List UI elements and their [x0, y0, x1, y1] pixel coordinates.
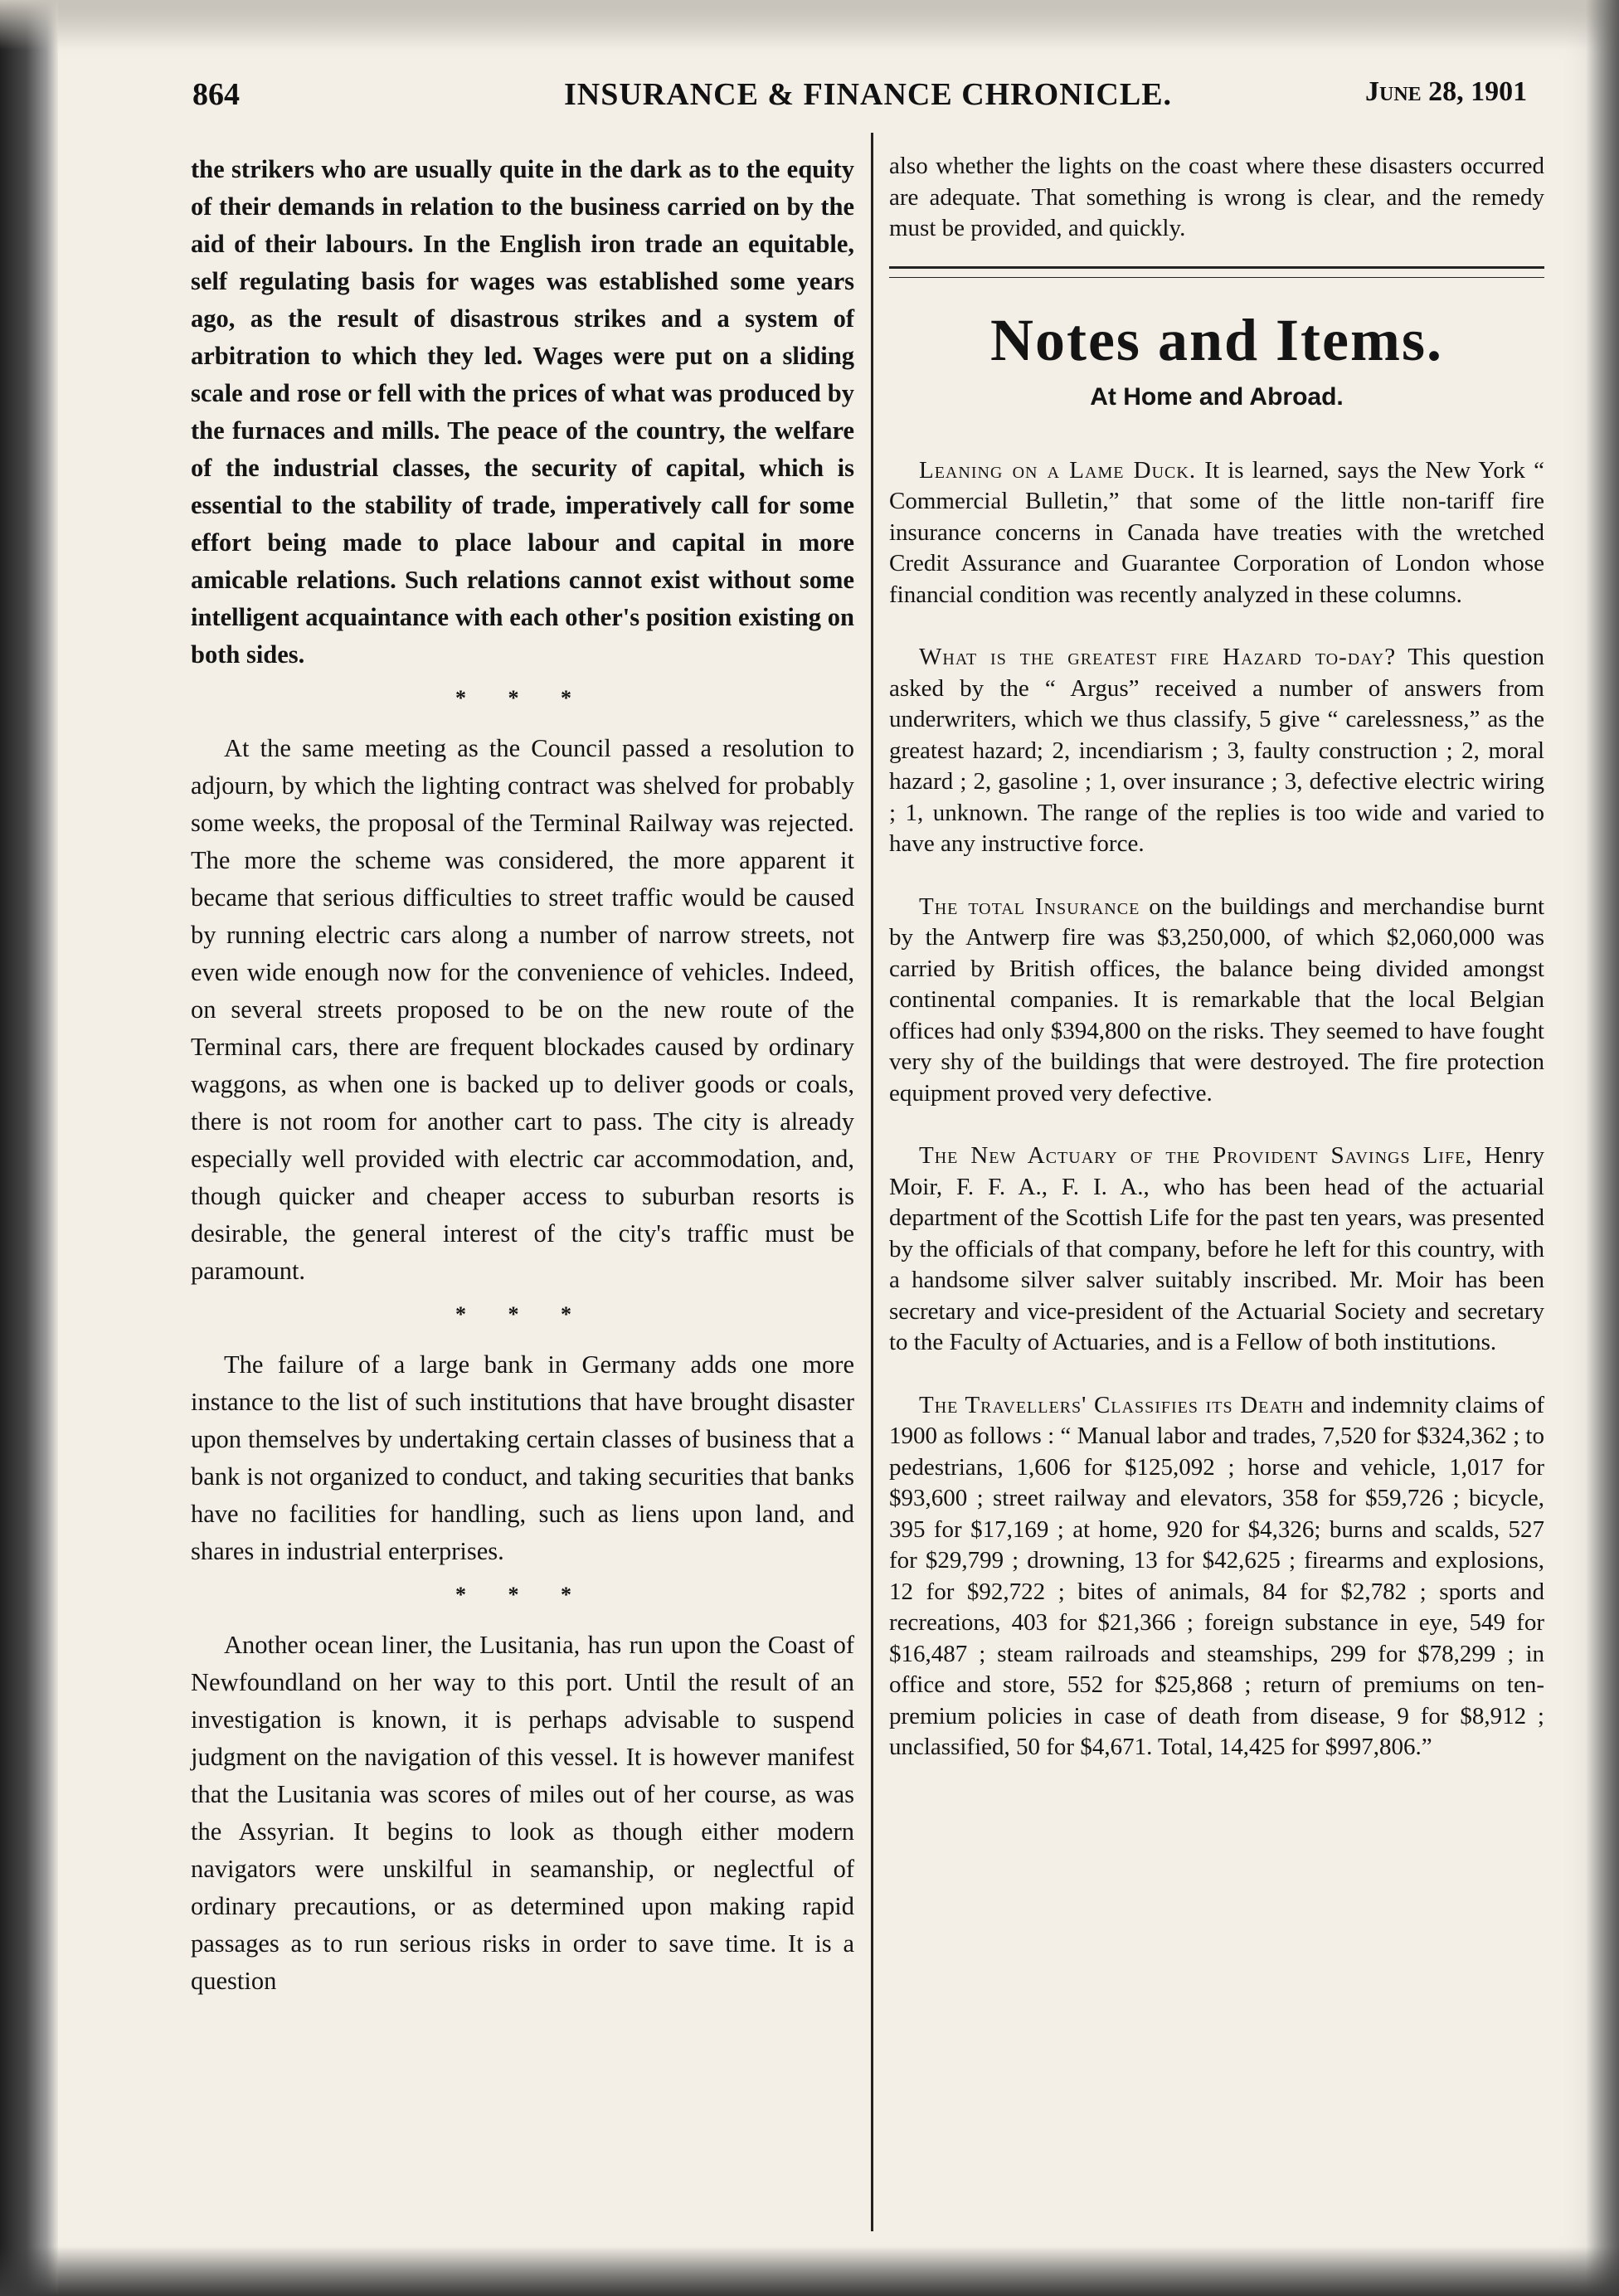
item-lead: The total Insurance [919, 893, 1140, 920]
news-item [889, 1141, 1544, 1359]
double-rule-divider [889, 266, 1544, 278]
bottom-edge-shadow [0, 2246, 1619, 2296]
section-separator: * * * [455, 1583, 590, 1607]
issue-date: June 28, 1901 [1365, 76, 1528, 107]
item-text: on the buildings and merchandise burnt by the Antwerp fire was $3,250,000, of which $2,060,000 was carried by British offices, the balance being divided amongst continental companies. It is remarkable that the local Belgian offices had only $394,800 on the risks. They seemed to have fought very shy of the buildings that were destroyed. The fire protection equipment proved very defective. [889, 893, 1544, 1107]
news-item [889, 892, 1544, 1110]
item-lead: What is the greatest fire Hazard to-day? [919, 644, 1397, 670]
page-binding-shadow [0, 0, 58, 2296]
section-subheading: At Home and Abroad. [1090, 382, 1344, 411]
item-text: This question asked by the “ Argus” received a number of answers from underwriters, which we thus classify, 5 give “ carelessness,” as the greatest hazard; 2, incendiarism ; 3, faulty construction ; 2, moral hazard ; 2, gasoline ; 1, over insurance ; 3, defective electric wiring ; 1, unknown. The range of the replies is too wide and varied to have any instructive force. [889, 644, 1544, 857]
item-lead: Leaning on a Lame Duck. [919, 456, 1197, 484]
item-text: It is learned, says the New York “ Commercial Bulletin,” that some of the little non-tariff fire insurance concerns in Canada have treaties with the wretched Credit Assurance and Guarantee Corporation of London whose financial condition was recently analyzed in these columns. [889, 456, 1544, 608]
news-item [889, 642, 1544, 860]
running-title: INSURANCE & FINANCE CHRONICLE. [564, 77, 1173, 112]
editorial-paragraph-terminal-railway: At the same meeting as the Council passed a resolution to adjourn, by which the lighting contract was shelved for probably some weeks, the proposal of the Terminal Railway was rejected. The more the scheme was considered, the more apparent it became that serious difficulties to street traffic would be caused by running electric cars along a number of narrow streets, not even wide enough now for the convenience of vehicles. Indeed, on several streets proposed to be on the new route of the Terminal cars, there are frequent blockades caused by ordinary waggons, as when one is backed up to deliver goods or coals, there is not room for another cart to pass. The city is already especially well provided with electric car accommodation, and, though quicker and cheaper access to suburban resorts is desirable, the general interest of the city's traffic must be paramount. [191, 734, 854, 1285]
section-heading: Notes and Items. [990, 306, 1443, 373]
page-number: 864 [192, 77, 240, 112]
section-separator: * * * [455, 686, 590, 710]
news-item [889, 1390, 1544, 1763]
editorial-continuation: also whether the lights on the coast where these disasters occurred are adequate. That something is wrong is clear, and the remedy must be provided, and quickly. [889, 153, 1544, 241]
item-text: Henry Moir, F. F. A., F. I. A., who has been head of the actuarial department of the Scottish Life for the past ten years, was presented by the officials of that company, before he left for this country, with a handsome silver salver suitably inscribed. Mr. Moir has been secretary and vice-president of the Actuarial Society and secretary to the Faculty of Actuaries, and is a Fellow of both institutions. [889, 1142, 1544, 1355]
section-separator: * * * [455, 1302, 590, 1326]
editorial-paragraph-lusitania: Another ocean liner, the Lusitania, has run upon the Coast of Newfoundland on her way to this port. Until the result of an investigation is known, it is perhaps advisable to suspend judgment on the navigation of this vessel. It is however manifest that the Lusitania was scores of miles out of her course, as was the Assyrian. It begins to look as though either modern navigators were unskilful in seamanship, or neglectful of ordinary precautions, or as determined upon making rapid passages as to run serious risks in order to save time. It is a question [191, 1631, 854, 1995]
editorial-paragraph-strikers: the strikers who are usually quite in the dark as to the equity of their demands in relation to the business carried on by the aid of their labours. In the English iron trade an equitable, self regulating basis for wages was established some years ago, as the result of disastrous strikes and a system of arbitration to which they led. Wages were put on a sliding scale and rose or fell with the prices of what was produced by the furnaces and mills. The peace of the country, the welfare of the industrial classes, the security of capital, which is essential to the stability of trade, imperatively call for some effort being made to place labour and capital in more amicable relations. Such relations cannot exist without some intelligent acquaintance with each other's position existing on both sides. [191, 155, 854, 669]
item-lead: The New Actuary of the Provident Savings Life, [919, 1142, 1473, 1169]
editorial-paragraph-german-bank: The failure of a large bank in Germany adds one more instance to the list of such institutions that have brought disaster upon themselves by undertaking certain classes of business that a bank is not organized to conduct, and taking securities that banks have no facilities for handling, such as liens upon land, and shares in industrial enterprises. [191, 1350, 854, 1565]
left-column [191, 151, 854, 2000]
news-item [889, 455, 1544, 611]
right-column [889, 151, 1544, 1795]
item-text: and indemnity claims of 1900 as follows : “ Manual labor and trades, 7,520 for $324,362 ; to pedestrians, 1,606 for $125,092 ; horse and vehicle, 1,017 for $93,600 ; street railway and elevators, 358 for $59,726 ; bicycle, 395 for $17,169 ; at home, 920 for $4,326; burns and scalds, 527 for $29,799 ; drowning, 13 for $42,625 ; firearms and explosions, 12 for $92,722 ; bites of animals, 84 for $2,782 ; sports and recreations, 403 for $21,366 ; foreign substance in eye, 549 for $16,487 ; steam railroads and steamships, 299 for $78,299 ; in office and store, 552 for $25,868 ; return of premiums on ten-premium policies in case of death from disease, 9 for $8,912 ; unclassified, 50 for $4,671. Total, 14,425 for $997,806.” [889, 1391, 1544, 1760]
item-lead: The Travellers' Classifies its Death [919, 1391, 1305, 1418]
right-edge-shadow [1586, 0, 1619, 2296]
column-divider [871, 133, 873, 2231]
top-edge-shadow [0, 0, 1619, 50]
